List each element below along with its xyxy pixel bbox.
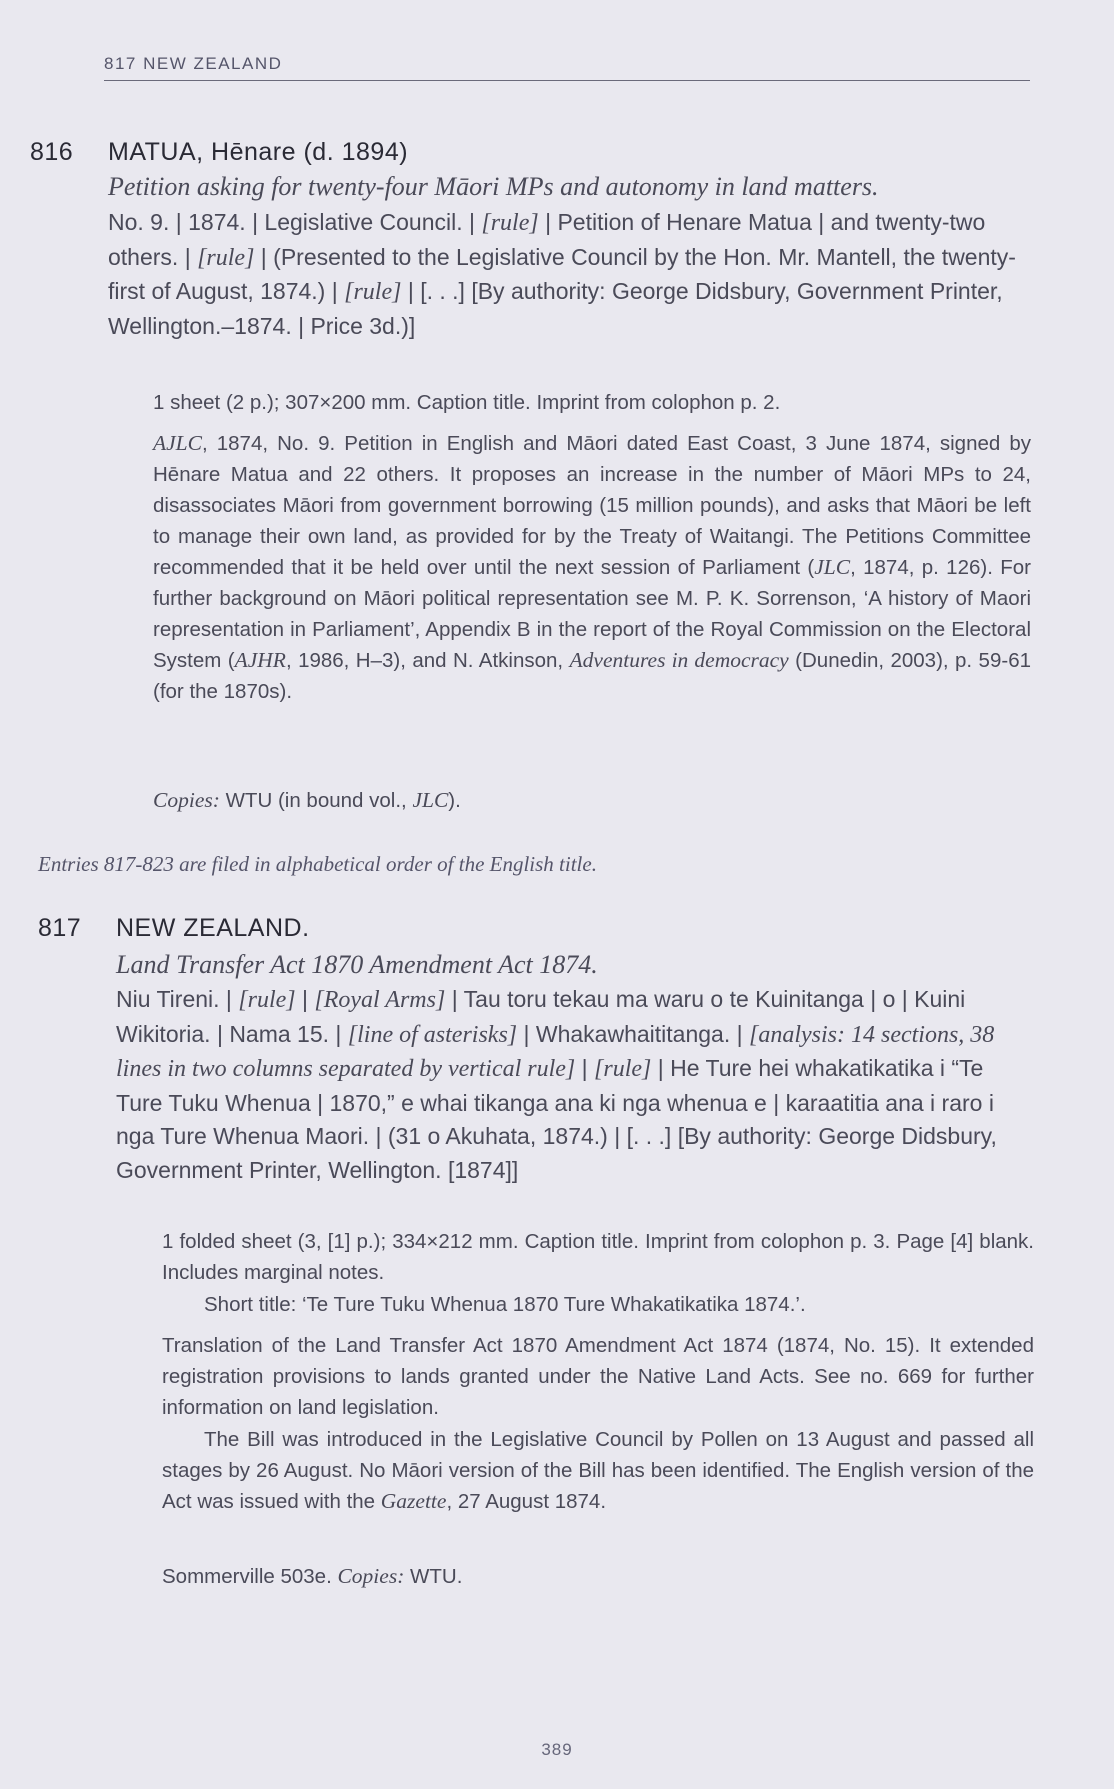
entry-note: Translation of the Land Transfer Act 1870 Amendment Act 1874 (1874, No. 15). It extended registration provisions to lands granted under the Native Land Acts. See no. 669 for further information on land legislation.	[162, 1334, 1034, 1419]
copies-line: Sommerville 503e. Copies: WTU.	[162, 1564, 463, 1588]
copies-line: Copies: WTU (in bound vol., JLC).	[153, 788, 461, 812]
short-title: Short title: ‘Te Ture Tuku Whenua 1870 Ture Whakatikatika 1874.’.	[204, 1293, 806, 1316]
entry-heading: MATUA, Hēnare	[108, 138, 297, 166]
entry-number: 817	[38, 914, 82, 942]
entry-number: 816	[30, 138, 74, 166]
title-page-transcription: No. 9. | 1874. | Legislative Council. | [rule] | Petition of Henare Matua | and twenty-two others. | [rule] | (Presented to the Legislative Council by the Hon. Mr. Mantell, the twenty-first of August, 1874.) | [rule] | [. . .] [By authority: George Didsbury, Government Printer, Wellington.–1874. | Price 3d.)]	[108, 209, 1016, 339]
physical-description: 1 sheet (2 p.); 307×200 mm. Caption title. Imprint from colophon p. 2.	[153, 391, 781, 414]
physical-description: 1 folded sheet (3, [1] p.); 334×212 mm. Caption title. Imprint from colophon p. 3. Page [4] blank. Includes marginal notes.	[162, 1230, 1034, 1284]
running-head: 817 NEW ZEALAND	[104, 54, 1030, 81]
entry-heading: NEW ZEALAND.	[116, 914, 310, 942]
entry-dates: (d. 1894)	[303, 138, 409, 166]
title-page-transcription: Niu Tireni. | [rule] | [Royal Arms] | Tau toru tekau ma waru o te Kuinitanga | o | Kuini Wikitoria. | Nama 15. | [line of asterisks] | Whakawhaititanga. | [analysis: 14 sections, 38 lines in two columns separated by vertical rule] | [rule] | He Ture hei whakatikatika i “Te Ture Tuku Whenua | 1870,” e whai tikanga ana ki nga whenua e | karaatitia ana i raro i nga Ture Whenua Maori. | (31 o Akuhata, 1874.) | [. . .] [By authority: George Didsbury, Government Printer, Wellington. [1874]]	[116, 986, 997, 1183]
entry-note: AJLC, 1874, No. 9. Petition in English and Māori dated East Coast, 3 June 1874, signed by Hēnare Matua and 22 others. It proposes an increase in the number of Māori MPs to 24, disassociates Māori from government borrowing (15 million pounds), and asks that Māori be left to manage their own land, as provided for by the Treaty of Waitangi. The Petitions Committee recommended that it be held over until the next session of Parliament (JLC, 1874, p. 126). For further background on Māori political representation see M. P. K. Sorrenson, ‘A history of Maori representation in Parliament’, Appendix B in the report of the Royal Commission on the Electoral System (AJHR, 1986, H–3), and N. Atkinson, Adventures in democracy (Dunedin, 2003), p. 59-61 (for the 1870s).	[153, 431, 1031, 703]
filing-note: Entries 817-823 are filed in alphabetical order of the English title.	[38, 852, 597, 876]
entry-note-2: The Bill was introduced in the Legislative Council by Pollen on 13 August and passed all stages by 26 August. No Māori version of the Bill has been identified. The English version of the Act was issued with the Gazette, 27 August 1874.	[162, 1428, 1034, 1513]
entry-title: Land Transfer Act 1870 Amendment Act 1874.	[116, 950, 598, 979]
page-number: 389	[541, 1740, 573, 1759]
entry-title: Petition asking for twenty-four Māori MPs and autonomy in land matters.	[108, 172, 879, 201]
